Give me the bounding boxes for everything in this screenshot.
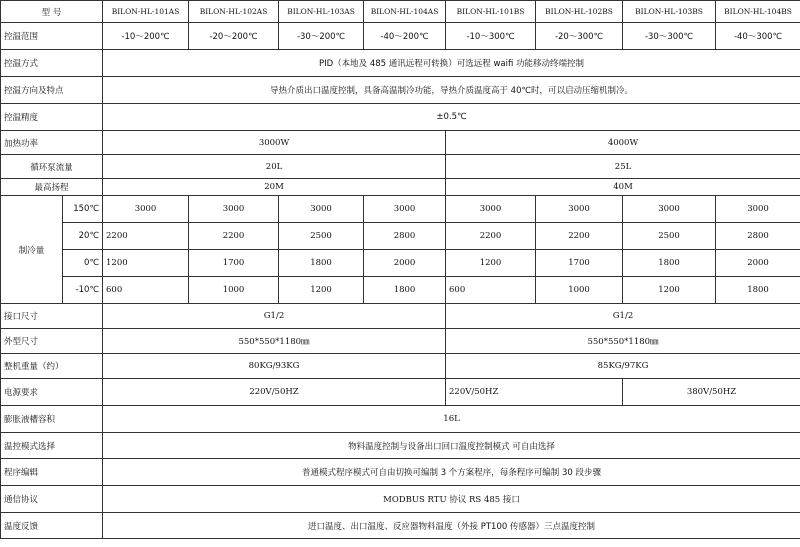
interface-a: G1/2 [103,304,446,329]
direction-row [1,77,800,104]
model-7: BILON-HL-103BS [623,1,716,23]
programming-value: 普通模式程序模式可自由切换可编制 3 个方案程序，每条程序可编制 30 段步骤 [103,459,800,486]
label-temp-range: 控温范围 [1,23,103,50]
pump-flow-row [1,155,800,179]
range-3: -30～200℃ [279,23,364,50]
cooling-value: 1200 [446,250,536,277]
cooling-temp: 0℃ [63,250,103,277]
cooling-temp: 150℃ [63,196,103,223]
max-lift-row [1,179,800,196]
label-pump-flow: 循环泵流量 [1,155,103,179]
model-8: BILON-HL-104BS [716,1,800,23]
temp-mode-row [1,50,800,77]
cooling-value: 3000 [536,196,623,223]
label-expansion-tank: 膨胀液槽容积 [1,406,103,433]
weight-a: 80KG/93KG [103,354,446,379]
heating-power-a: 3000W [103,131,446,155]
power-supply-a: 220V/50HZ [103,379,446,406]
model-3: BILON-HL-103AS [279,1,364,23]
model-2: BILON-HL-102AS [189,1,279,23]
cooling-value: 2200 [103,223,189,250]
range-7: -30～300℃ [623,23,716,50]
precision-value: ±0.5℃ [103,104,800,131]
model-5: BILON-HL-101BS [446,1,536,23]
interface-b: G1/2 [446,304,800,329]
label-temp-mode: 控温方式 [1,50,103,77]
heating-power-b: 4000W [446,131,800,155]
label-heating-power: 加热功率 [1,131,103,155]
model-6: BILON-HL-102BS [536,1,623,23]
cooling-value: 3000 [103,196,189,223]
label-precision: 控温精度 [1,104,103,131]
cooling-value: 2800 [364,223,446,250]
cooling-value: 1700 [189,250,279,277]
label-power-supply: 电源要求 [1,379,103,406]
cooling-value: 2000 [716,250,800,277]
cooling-value: 2200 [446,223,536,250]
cooling-value: 2500 [279,223,364,250]
cooling-value: 3000 [279,196,364,223]
temp-range-row [1,23,800,50]
cooling-value: 1200 [623,277,716,304]
cooling-value: 600 [103,277,189,304]
label-max-lift: 最高扬程 [1,179,103,196]
expansion-tank-value: 16L [103,406,800,433]
cooling-value: 600 [446,277,536,304]
label-direction: 控温方向及特点 [1,77,103,104]
cooling-value: 3000 [364,196,446,223]
cooling-value: 1700 [536,250,623,277]
range-4: -40～200℃ [364,23,446,50]
power-supply-b: 220V/50HZ [446,379,623,406]
cooling-value: 2200 [189,223,279,250]
power-supply-row [1,379,800,406]
cooling-value: 1800 [279,250,364,277]
cooling-row [1,250,800,277]
cooling-value: 1200 [103,250,189,277]
dimensions-a: 550*550*1180㎜ [103,329,446,354]
cooling-value: 3000 [446,196,536,223]
cooling-row [1,223,800,250]
cooling-value: 2800 [716,223,800,250]
cooling-value: 1000 [189,277,279,304]
expansion-tank-row [1,406,800,433]
interface-row [1,304,800,329]
temp-feedback-value: 进口温度、出口温度、反应器物料温度（外接 PT100 传感器）三点温度控制 [103,513,800,539]
max-lift-b: 40M [446,179,800,196]
model-row [1,1,800,23]
range-1: -10～200℃ [103,23,189,50]
model-1: BILON-HL-101AS [103,1,189,23]
label-cooling-capacity: 制冷量 [1,196,63,304]
weight-row [1,354,800,379]
programming-row [1,459,800,486]
cooling-value: 1000 [536,277,623,304]
direction-value: 导热介质出口温度控制，具备高温制冷功能，导热介质温度高于 40℃时，可以启动压缩机制冷。 [103,77,800,104]
dimensions-b: 550*550*1180㎜ [446,329,800,354]
range-5: -10～300℃ [446,23,536,50]
range-2: -20～200℃ [189,23,279,50]
pump-flow-b: 25L [446,155,800,179]
label-temp-mode-select: 温控模式选择 [1,433,103,459]
cooling-value: 3000 [623,196,716,223]
temp-mode-select-value: 物料温度控制与设备出口回口温度控制模式 可自由选择 [103,433,800,459]
protocol-value: MODBUS RTU 协议 RS 485 接口 [103,486,800,513]
heating-power-row [1,131,800,155]
label-protocol: 通信协议 [1,486,103,513]
cooling-value: 1800 [364,277,446,304]
protocol-row [1,486,800,513]
cooling-value: 1800 [623,250,716,277]
power-supply-c: 380V/50HZ [623,379,800,406]
label-weight: 整机重量（约） [1,354,103,379]
label-temp-feedback: 温度反馈 [1,513,103,539]
cooling-row [1,196,800,223]
range-6: -20～300℃ [536,23,623,50]
cooling-row [1,277,800,304]
range-8: -40～300℃ [716,23,800,50]
precision-row [1,104,800,131]
cooling-value: 1200 [279,277,364,304]
dimensions-row [1,329,800,354]
cooling-temp: 20℃ [63,223,103,250]
cooling-temp: -10℃ [63,277,103,304]
temp-mode-value: PID（本地及 485 通讯远程可转换）可选远程 waifi 功能移动终端控制 [103,50,800,77]
pump-flow-a: 20L [103,155,446,179]
label-model: 型 号 [1,1,103,23]
max-lift-a: 20M [103,179,446,196]
label-programming: 程序编辑 [1,459,103,486]
temp-mode-select-row [1,433,800,459]
temp-feedback-row [1,513,800,539]
cooling-value: 2500 [623,223,716,250]
model-4: BILON-HL-104AS [364,1,446,23]
cooling-value: 2000 [364,250,446,277]
cooling-value: 1800 [716,277,800,304]
label-interface: 接口尺寸 [1,304,103,329]
label-dimensions: 外型尺寸 [1,329,103,354]
cooling-value: 2200 [536,223,623,250]
cooling-value: 3000 [716,196,800,223]
weight-b: 85KG/97KG [446,354,800,379]
cooling-value: 3000 [189,196,279,223]
